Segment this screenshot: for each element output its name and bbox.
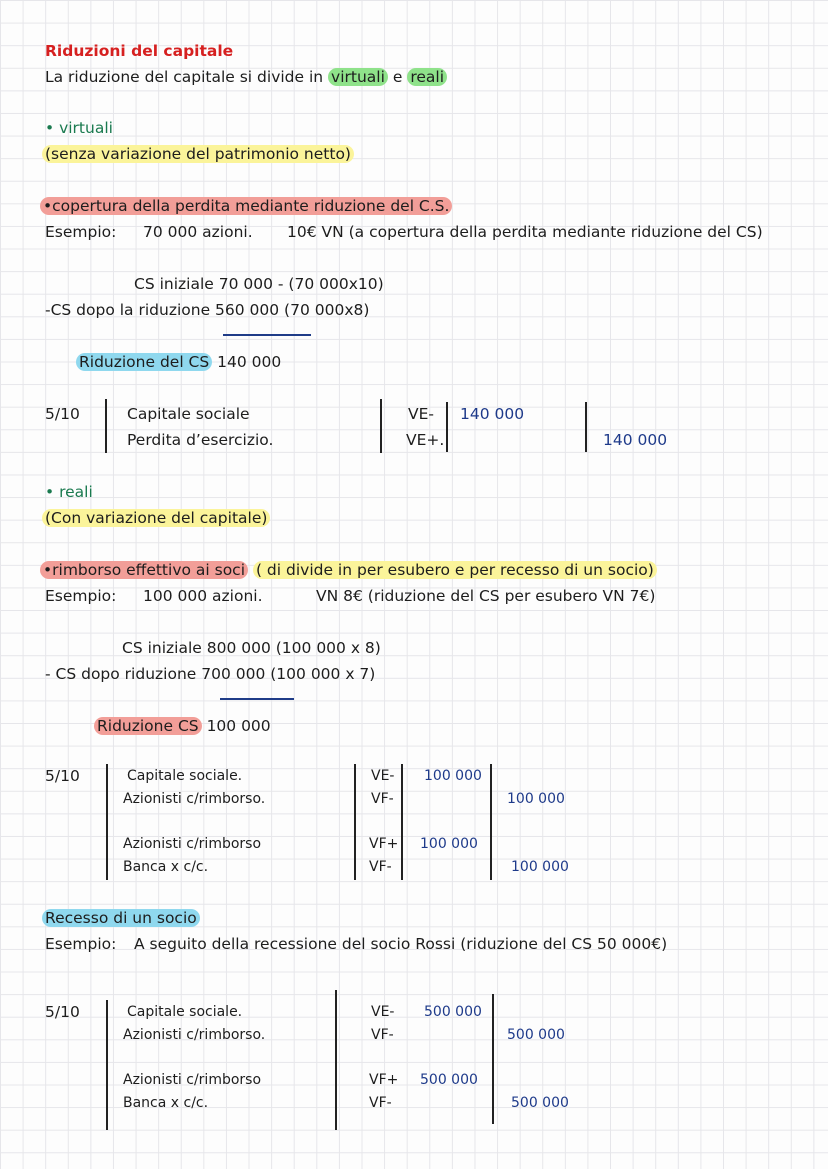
reali-example-desc: VN 8€ (riduzione del CS per esubero VN 7€) — [316, 587, 656, 605]
entry1-credit: 140 000 — [603, 431, 668, 449]
entry3-code-4: VF- — [369, 1095, 392, 1111]
entry3-credit-2: 500 000 — [511, 1095, 569, 1111]
virtuali-heading: •copertura della perdita mediante riduzione del C.S. — [40, 197, 452, 215]
entry2-bar-a — [106, 764, 108, 880]
entry3-bar-a — [106, 1000, 108, 1130]
entry1-debit: 140 000 — [460, 405, 525, 423]
reali-result-label: Riduzione CS — [94, 717, 202, 735]
entry1-bar-a — [105, 399, 107, 453]
entry1-code-1: VE- — [408, 405, 434, 423]
entry2-acc-1: Capitale sociale. — [127, 768, 243, 784]
virtuali-example-label: Esempio: — [45, 223, 117, 241]
entry3-code-3: VF+ — [369, 1072, 399, 1088]
entry2-date: 5/10 — [45, 767, 80, 785]
entry3-date: 5/10 — [45, 1003, 80, 1021]
reali-result-value: 100 000 — [206, 717, 271, 735]
reali-calc-1: CS iniziale 800 000 (100 000 x 8) — [122, 639, 381, 657]
entry2-bar-b — [354, 764, 356, 880]
reali-heading-note: ( di divide in per esubero e per recesso di un socio) — [253, 561, 657, 579]
entry1-acc-1: Capitale sociale — [127, 405, 250, 423]
entry2-code-2: VF- — [371, 791, 394, 807]
entry2-acc-4: Banca x c/c. — [123, 859, 209, 875]
entry1-code-2: VE+. — [406, 431, 445, 449]
virtuali-result-label: Riduzione del CS — [76, 353, 212, 371]
intro-reali: reali — [407, 68, 447, 86]
intro-line — [45, 67, 447, 87]
entry2-acc-3: Azionisti c/rimborso — [123, 836, 262, 852]
entry3-acc-3: Azionisti c/rimborso — [123, 1072, 262, 1088]
virtuali-note: (senza variazione del patrimonio netto) — [42, 145, 354, 163]
entry1-bar-d — [585, 402, 587, 452]
entry3-bar-b — [335, 990, 337, 1130]
entry2-code-1: VE- — [371, 768, 395, 784]
virtuali-underline — [223, 334, 311, 336]
entry3-acc-4: Banca x c/c. — [123, 1095, 209, 1111]
entry3-code-1: VE- — [371, 1004, 395, 1020]
reali-example-shares: 100 000 azioni. — [143, 587, 263, 605]
reali-note: (Con variazione del capitale) — [42, 509, 270, 527]
virtuali-calc-1: CS iniziale 70 000 - (70 000x10) — [134, 275, 384, 293]
entry2-debit-2: 100 000 — [420, 836, 478, 852]
entry3-acc-2: Azionisti c/rimborso. — [123, 1027, 266, 1043]
virtuali-calc-2: -CS dopo la riduzione 560 000 (70 000x8) — [45, 301, 370, 319]
reali-calc-2: - CS dopo riduzione 700 000 (100 000 x 7) — [45, 665, 376, 683]
reali-bullet: • reali — [45, 483, 93, 501]
entry2-bar-c — [401, 764, 403, 880]
entry2-debit-1: 100 000 — [424, 768, 482, 784]
page-title: Riduzioni del capitale — [45, 42, 234, 60]
recesso-example-label: Esempio: — [45, 935, 117, 953]
entry3-acc-1: Capitale sociale. — [127, 1004, 243, 1020]
entry1-date: 5/10 — [45, 405, 80, 423]
recesso-heading: Recesso di un socio — [42, 909, 200, 927]
recesso-example-desc: A seguito della recessione del socio Rossi (riduzione del CS 50 000€) — [134, 935, 668, 953]
reali-underline — [220, 698, 294, 700]
entry3-debit-1: 500 000 — [424, 1004, 482, 1020]
virtuali-example-shares: 70 000 azioni. — [143, 223, 253, 241]
reali-heading: •rimborso effettivo ai soci — [40, 561, 248, 579]
virtuali-example-desc: 10€ VN (a copertura della perdita mediante riduzione del CS) — [287, 223, 763, 241]
virtuali-result-value: 140 000 — [217, 353, 282, 371]
entry3-bar-d — [492, 994, 494, 1124]
reali-example-label: Esempio: — [45, 587, 117, 605]
entry1-bar-c — [446, 402, 448, 452]
entry3-code-2: VF- — [371, 1027, 394, 1043]
entry2-credit-2: 100 000 — [511, 859, 569, 875]
entry2-code-3: VF+ — [369, 836, 399, 852]
virtuali-bullet: • virtuali — [45, 119, 113, 137]
intro-virtuali: virtuali — [328, 68, 388, 86]
entry2-code-4: VF- — [369, 859, 392, 875]
entry1-acc-2: Perdita d’esercizio. — [127, 431, 274, 449]
intro-text: La riduzione del capitale si divide in — [45, 68, 324, 86]
entry3-credit-1: 500 000 — [507, 1027, 565, 1043]
entry2-bar-d — [490, 764, 492, 880]
entry1-bar-b — [380, 399, 382, 453]
entry2-credit-1: 100 000 — [507, 791, 565, 807]
entry2-acc-2: Azionisti c/rimborso. — [123, 791, 266, 807]
intro-sep: e — [392, 68, 403, 86]
entry3-debit-2: 500 000 — [420, 1072, 478, 1088]
